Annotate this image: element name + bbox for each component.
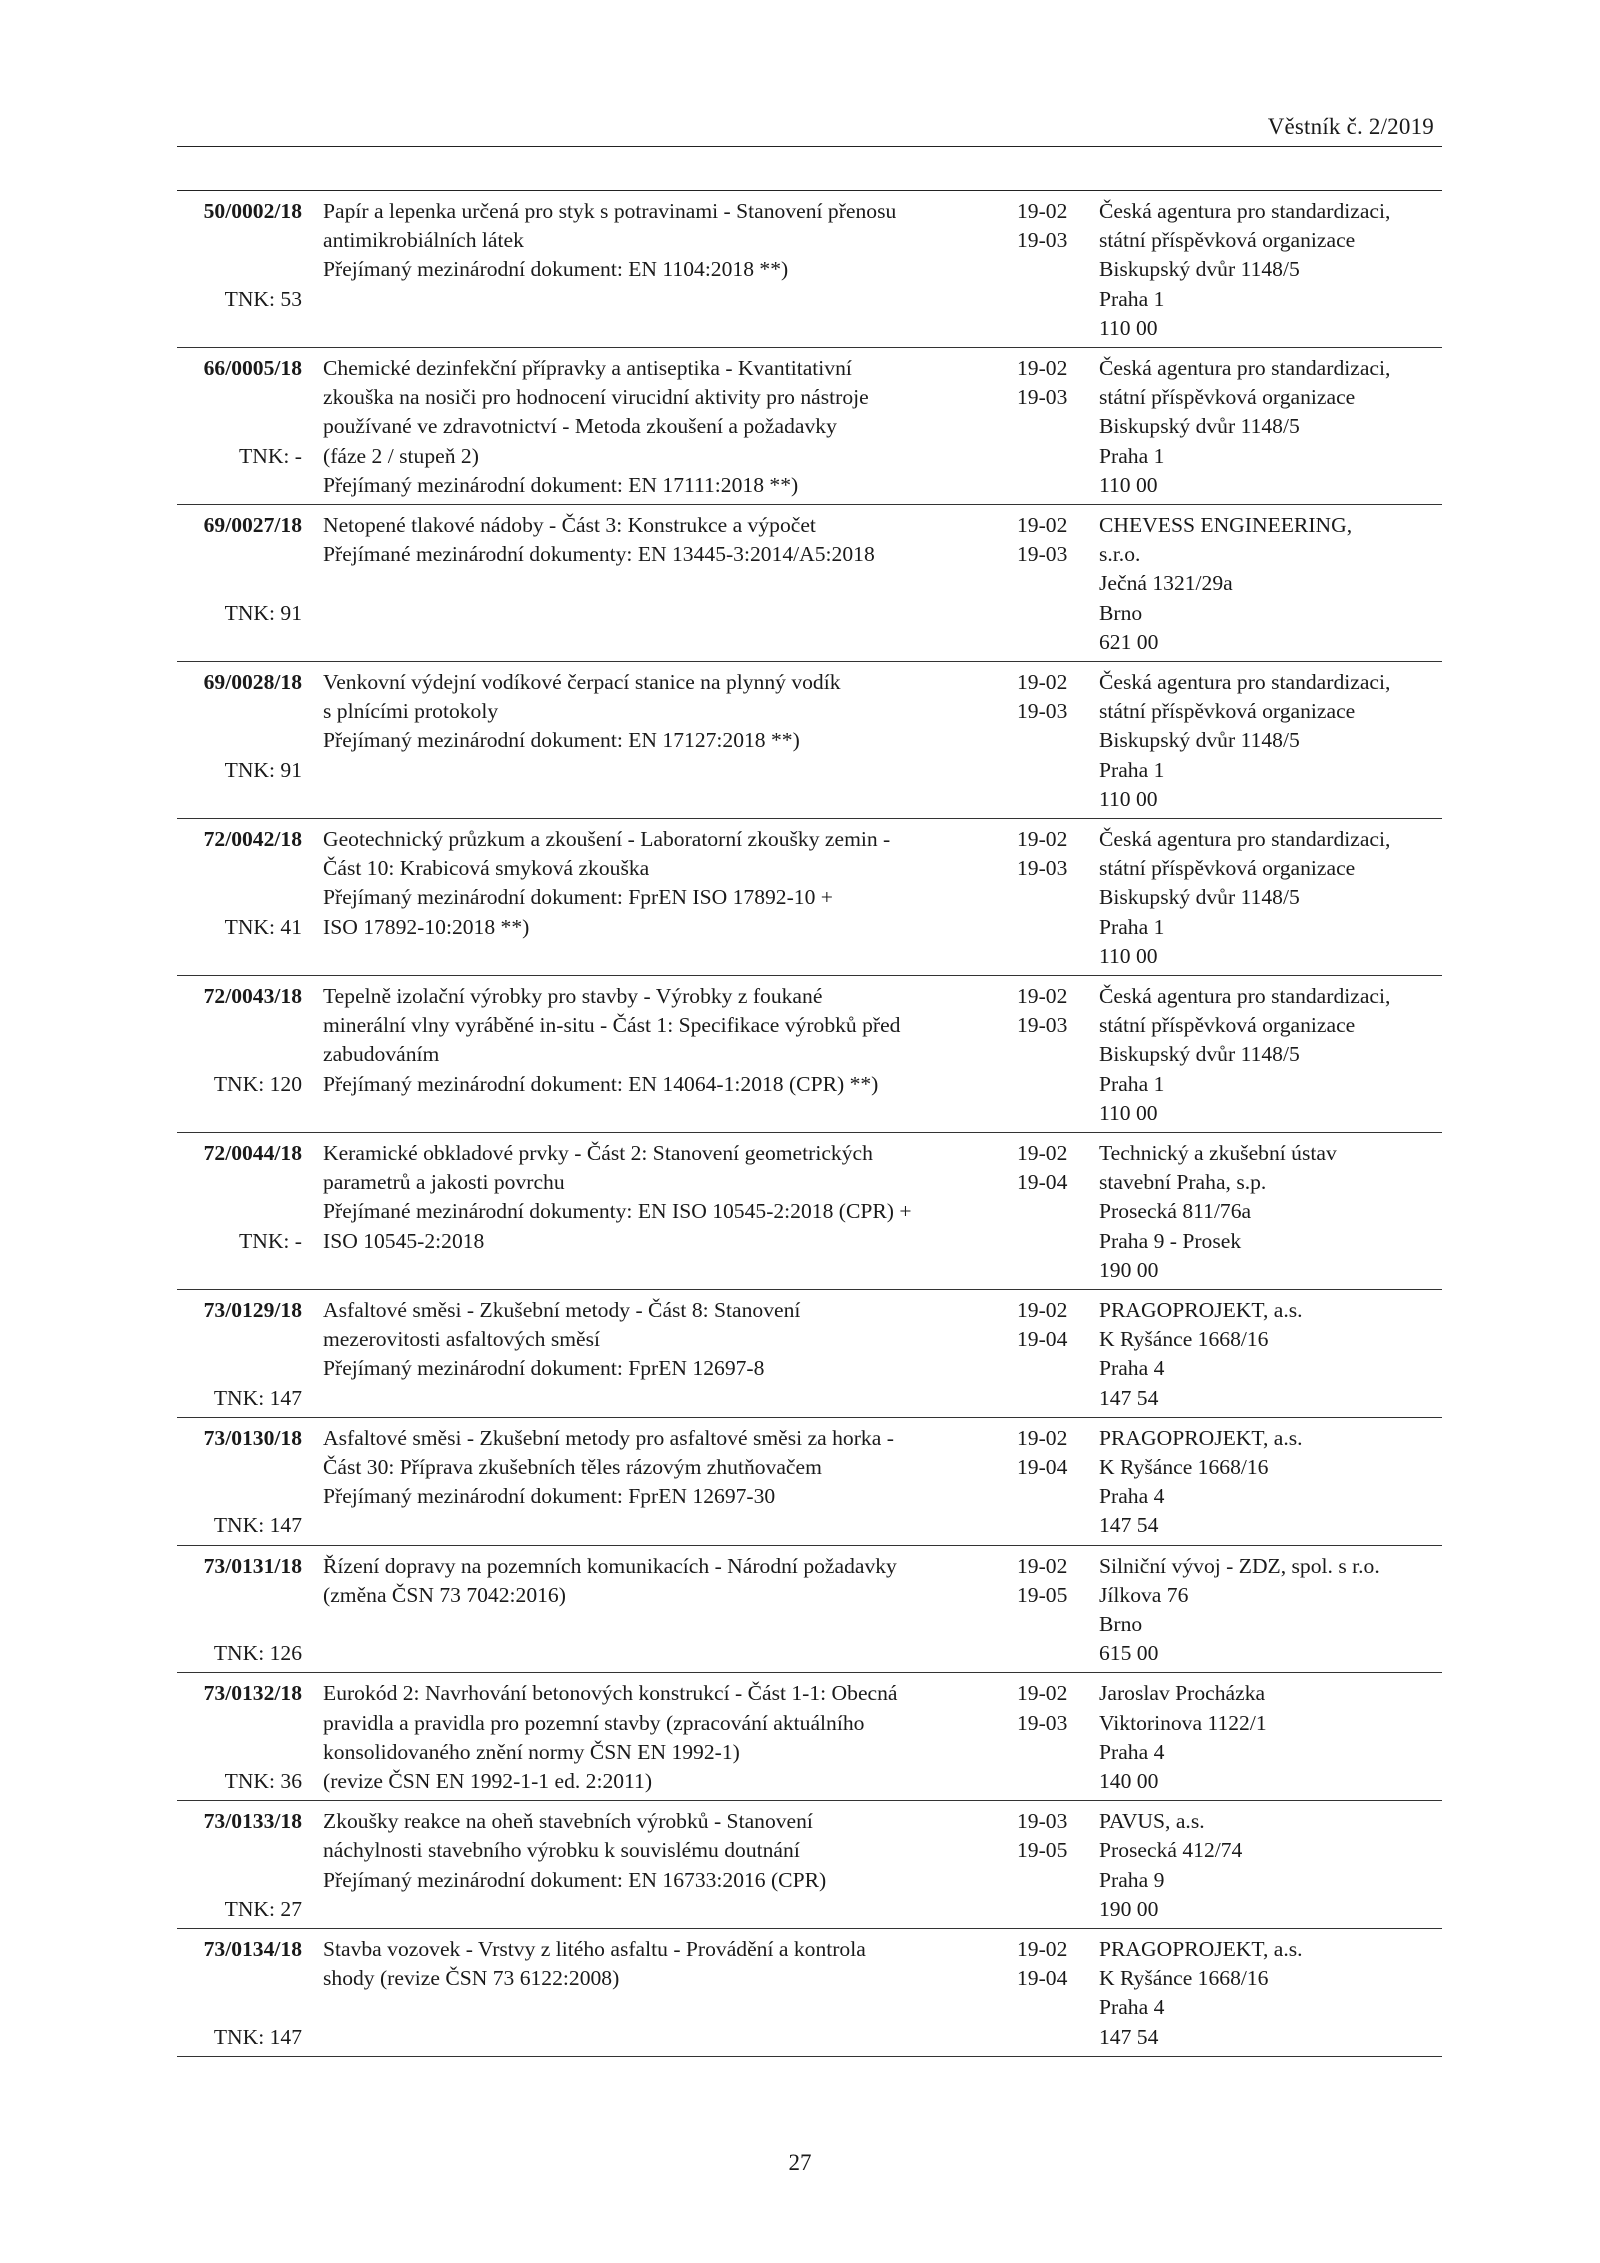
- organization-line: 147 54: [1099, 2024, 1159, 2049]
- organization-line: Praha 4: [1099, 1356, 1165, 1381]
- entry-dates: [1017, 668, 1087, 726]
- entry-title: [323, 1139, 912, 1285]
- entry-organization: [1099, 1296, 1444, 1413]
- organization-line: Prosecká 811/76a: [1099, 1199, 1252, 1224]
- organization-line: stavební Praha, s.p.: [1099, 1170, 1267, 1195]
- organization-line: státní příspěvková organizace: [1099, 1013, 1356, 1038]
- standard-entry: [177, 191, 1442, 348]
- standard-entry: [177, 976, 1442, 1133]
- organization-line: Praha 9 - Prosek: [1099, 1228, 1242, 1253]
- tnk-number: TNK: 53: [224, 286, 302, 311]
- date-code: 19-02: [1017, 356, 1068, 380]
- entry-organization: [1099, 825, 1444, 971]
- date-code: 19-03: [1017, 542, 1068, 567]
- entry-dates: [1017, 1424, 1087, 1482]
- tnk-number: TNK: 147: [213, 2024, 302, 2049]
- title-line: Přejímaný mezinárodní dokument: FprEN ISO 17892-10 +: [323, 885, 833, 910]
- title-line: Netopené tlakové nádoby - Část 3: Konstrukce a výpočet: [323, 513, 816, 538]
- organization-line: 621 00: [1099, 629, 1159, 654]
- title-line: používané ve zdravotnictví - Metoda zkoušení a požadavky: [323, 414, 837, 439]
- organization-line: CHEVESS ENGINEERING,: [1099, 513, 1353, 538]
- organization-line: 110 00: [1099, 472, 1158, 497]
- standard-code: 73/0131/18: [203, 1553, 302, 1578]
- entry-code-column: [177, 511, 302, 657]
- title-line: Asfaltové směsi - Zkušební metody - Část 8: Stanovení: [323, 1298, 801, 1323]
- organization-line: Jaroslav Procházka: [1099, 1681, 1266, 1706]
- title-line: s plnícími protokoly: [323, 699, 499, 724]
- entry-dates: [1017, 1139, 1087, 1197]
- tnk-number: TNK: 36: [224, 1769, 302, 1793]
- title-line: (revize ČSN EN 1992-1-1 ed. 2:2011): [323, 1769, 653, 1794]
- organization-line: Prosecká 412/74: [1099, 1838, 1243, 1863]
- tnk-number: TNK: -: [239, 443, 302, 468]
- title-line: Část 30: Příprava zkušebních těles rázovým zhutňovačem: [323, 1455, 822, 1480]
- title-line: Papír a lepenka určená pro styk s potravinami - Stanovení přenosu: [323, 199, 897, 223]
- entry-title: [323, 1679, 898, 1796]
- date-code: 19-02: [1017, 1141, 1068, 1166]
- entry-dates: [1017, 511, 1087, 569]
- entry-dates: [1017, 1552, 1087, 1610]
- organization-line: 615 00: [1099, 1641, 1159, 1666]
- organization-line: Biskupský dvůr 1148/5: [1099, 728, 1300, 753]
- title-line: Geotechnický průzkum a zkoušení - Laboratorní zkoušky zemin -: [323, 827, 891, 852]
- standard-code: 73/0132/18: [203, 1681, 302, 1706]
- organization-line: Praha 1: [1099, 286, 1165, 311]
- date-code: 19-02: [1017, 513, 1068, 538]
- title-line: Přejímaný mezinárodní dokument: EN 17111:2018 **): [323, 472, 799, 497]
- entry-title: [323, 825, 891, 971]
- organization-line: Biskupský dvůr 1148/5: [1099, 885, 1300, 910]
- organization-line: K Ryšánce 1668/16: [1099, 1455, 1269, 1480]
- tnk-number: TNK: 91: [224, 600, 302, 625]
- date-code: 19-03: [1017, 1710, 1068, 1735]
- entry-organization: [1099, 1552, 1444, 1669]
- title-line: Přejímaný mezinárodní dokument: FprEN 12697-30: [323, 1484, 776, 1509]
- organization-line: Brno: [1099, 1612, 1143, 1637]
- organization-line: PRAGOPROJEKT, a.s.: [1099, 1298, 1303, 1323]
- standards-list: [177, 190, 1442, 2057]
- title-line: parametrů a jakosti povrchu: [323, 1170, 565, 1195]
- entry-organization: [1099, 197, 1444, 343]
- title-line: Přejímaný mezinárodní dokument: EN 1104:2018 **): [323, 257, 789, 282]
- date-code: 19-04: [1017, 1170, 1068, 1195]
- standard-entry: [177, 662, 1442, 819]
- organization-line: 190 00: [1099, 1257, 1159, 1282]
- standard-code: 72/0042/18: [203, 827, 302, 852]
- organization-line: Biskupský dvůr 1148/5: [1099, 1042, 1300, 1067]
- organization-line: Ječná 1321/29a: [1099, 571, 1233, 596]
- organization-line: 147 54: [1099, 1513, 1159, 1538]
- entry-dates: [1017, 825, 1087, 883]
- entry-title: [323, 511, 883, 657]
- standard-code: 72/0043/18: [203, 984, 302, 1009]
- tnk-number: TNK: 41: [224, 914, 302, 939]
- entry-title: [323, 197, 897, 343]
- organization-line: Viktorinova 1122/1: [1099, 1710, 1267, 1735]
- title-line: shody (revize ČSN 73 6122:2008): [323, 1966, 620, 1991]
- standard-entry: [177, 1929, 1442, 2057]
- entry-title: [323, 1552, 897, 1669]
- organization-line: 110 00: [1099, 943, 1158, 968]
- title-line: Přejímaný mezinárodní dokument: EN 17127:2018 **): [323, 728, 800, 753]
- date-code: 19-04: [1017, 1327, 1068, 1352]
- organization-line: 110 00: [1099, 1100, 1158, 1125]
- entry-title: [323, 668, 883, 814]
- organization-line: Praha 9: [1099, 1867, 1165, 1892]
- standard-code: 73/0129/18: [203, 1298, 302, 1323]
- standard-entry: [177, 1673, 1442, 1801]
- entry-code-column: [177, 1552, 302, 1669]
- title-line: Stavba vozovek - Vrstvy z litého asfaltu - Provádění a kontrola: [323, 1937, 866, 1962]
- title-line: zabudováním: [323, 1042, 440, 1067]
- standard-code: 73/0130/18: [203, 1425, 302, 1450]
- entry-dates: [1017, 1935, 1087, 1993]
- date-code: 19-04: [1017, 1966, 1068, 1991]
- standard-entry: [177, 505, 1442, 662]
- title-line: Tepelně izolační výrobky pro stavby - Výrobky z foukané: [323, 984, 823, 1009]
- standard-code: 69/0027/18: [203, 513, 302, 538]
- organization-line: Praha 4: [1099, 1484, 1165, 1509]
- entry-code-column: [177, 668, 302, 814]
- entry-code-column: [177, 1935, 302, 2052]
- entry-organization: [1099, 668, 1444, 814]
- title-line: antimikrobiálních látek: [323, 228, 524, 253]
- organization-line: 140 00: [1099, 1769, 1159, 1794]
- entry-code-column: [177, 1807, 302, 1924]
- entry-organization: [1099, 354, 1444, 500]
- entry-code-column: [177, 825, 302, 971]
- entry-organization: [1099, 1139, 1444, 1285]
- page-header: [177, 112, 1442, 147]
- date-code: 19-02: [1017, 670, 1068, 695]
- standard-code: 73/0134/18: [203, 1937, 302, 1962]
- standard-entry: [177, 819, 1442, 976]
- organization-line: Biskupský dvůr 1148/5: [1099, 414, 1300, 439]
- entry-organization: [1099, 1935, 1444, 2052]
- entry-dates: [1017, 197, 1087, 255]
- journal-title: Věstník č. 2/2019: [1267, 114, 1434, 139]
- date-code: 19-02: [1017, 1425, 1068, 1450]
- date-code: 19-05: [1017, 1838, 1068, 1863]
- entry-title: [323, 1296, 883, 1413]
- title-line: Část 10: Krabicová smyková zkouška: [323, 856, 650, 881]
- organization-line: státní příspěvková organizace: [1099, 699, 1356, 724]
- entry-code-column: [177, 354, 302, 500]
- organization-line: Praha 1: [1099, 1071, 1165, 1096]
- entry-code-column: [177, 1424, 302, 1541]
- organization-line: Česká agentura pro standardizaci,: [1099, 670, 1391, 695]
- entry-dates: [1017, 354, 1087, 412]
- entry-code-column: [177, 982, 302, 1128]
- organization-line: Silniční vývoj - ZDZ, spol. s r.o.: [1099, 1553, 1380, 1578]
- entry-title: [323, 1424, 894, 1541]
- entry-code-column: [177, 1296, 302, 1413]
- title-line: konsolidovaného znění normy ČSN EN 1992-1): [323, 1739, 740, 1764]
- date-code: 19-02: [1017, 827, 1068, 852]
- title-line: pravidla a pravidla pro pozemní stavby (zpracování aktuálního: [323, 1710, 865, 1735]
- organization-line: Česká agentura pro standardizaci,: [1099, 356, 1391, 380]
- organization-line: PAVUS, a.s.: [1099, 1809, 1205, 1834]
- organization-line: Biskupský dvůr 1148/5: [1099, 257, 1300, 282]
- date-code: 19-04: [1017, 1455, 1068, 1480]
- title-line: (fáze 2 / stupeň 2): [323, 443, 479, 468]
- title-line: Přejímané mezinárodní dokumenty: EN ISO 10545-2:2018 (CPR) +: [323, 1199, 912, 1224]
- date-code: 19-03: [1017, 699, 1068, 724]
- entry-code-column: [177, 1679, 302, 1796]
- standard-code: 72/0044/18: [203, 1141, 302, 1166]
- title-line: Chemické dezinfekční přípravky a antiseptika - Kvantitativní: [323, 356, 852, 380]
- entry-dates: [1017, 1807, 1087, 1865]
- title-line: Zkoušky reakce na oheň stavebních výrobků - Stanovení: [323, 1809, 813, 1834]
- organization-line: Česká agentura pro standardizaci,: [1099, 827, 1391, 852]
- date-code: 19-03: [1017, 856, 1068, 881]
- standard-code: 69/0028/18: [203, 670, 302, 695]
- tnk-number: TNK: 27: [224, 1896, 302, 1921]
- title-line: Keramické obkladové prvky - Část 2: Stanovení geometrických: [323, 1141, 873, 1166]
- title-line: náchylnosti stavebního výrobku k souvislému doutnání: [323, 1838, 800, 1863]
- entry-title: [323, 1807, 883, 1924]
- organization-line: Praha 4: [1099, 1995, 1165, 2020]
- tnk-number: TNK: 147: [213, 1385, 302, 1410]
- title-line: Přejímaný mezinárodní dokument: EN 16733:2016 (CPR): [323, 1867, 827, 1892]
- entry-organization: [1099, 982, 1444, 1128]
- date-code: 19-02: [1017, 1681, 1068, 1706]
- organization-line: 110 00: [1099, 315, 1158, 340]
- title-line: Venkovní výdejní vodíkové čerpací stanice na plynný vodík: [323, 670, 841, 695]
- date-code: 19-03: [1017, 385, 1068, 410]
- entry-dates: [1017, 1296, 1087, 1354]
- organization-line: K Ryšánce 1668/16: [1099, 1327, 1269, 1352]
- organization-line: Česká agentura pro standardizaci,: [1099, 199, 1391, 223]
- standard-entry: [177, 348, 1442, 505]
- organization-line: 147 54: [1099, 1385, 1159, 1410]
- entry-organization: [1099, 1679, 1444, 1796]
- date-code: 19-02: [1017, 984, 1068, 1009]
- entry-organization: [1099, 1424, 1444, 1541]
- organization-line: K Ryšánce 1668/16: [1099, 1966, 1269, 1991]
- date-code: 19-02: [1017, 1937, 1068, 1962]
- standard-entry: [177, 1418, 1442, 1546]
- organization-line: Praha 1: [1099, 443, 1165, 468]
- title-line: Přejímaný mezinárodní dokument: EN 14064-1:2018 (CPR) **): [323, 1071, 879, 1096]
- organization-line: státní příspěvková organizace: [1099, 228, 1356, 253]
- entry-code-column: [177, 1139, 302, 1285]
- page-number: 27: [788, 2150, 812, 2175]
- tnk-number: TNK: 120: [213, 1071, 302, 1096]
- standard-entry: [177, 1801, 1442, 1929]
- organization-line: s.r.o.: [1099, 542, 1141, 567]
- date-code: 19-02: [1017, 1553, 1068, 1578]
- title-line: Eurokód 2: Navrhování betonových konstrukcí - Část 1-1: Obecná: [323, 1681, 898, 1706]
- date-code: 19-02: [1017, 199, 1068, 223]
- title-line: (změna ČSN 73 7042:2016): [323, 1582, 566, 1607]
- date-code: 19-02: [1017, 1298, 1068, 1323]
- title-line: ISO 10545-2:2018: [323, 1228, 485, 1253]
- title-line: Přejímaný mezinárodní dokument: FprEN 12697-8: [323, 1356, 765, 1381]
- title-line: minerální vlny vyráběné in-situ - Část 1: Specifikace výrobků před: [323, 1013, 901, 1038]
- entry-code-column: [177, 197, 302, 343]
- standard-entry: [177, 1133, 1442, 1290]
- organization-line: Praha 1: [1099, 757, 1165, 782]
- entry-dates: [1017, 1679, 1087, 1737]
- organization-line: státní příspěvková organizace: [1099, 856, 1356, 881]
- title-line: Přejímané mezinárodní dokumenty: EN 13445-3:2014/A5:2018: [323, 542, 875, 567]
- organization-line: 110 00: [1099, 786, 1158, 811]
- entry-dates: [1017, 982, 1087, 1040]
- date-code: 19-05: [1017, 1582, 1068, 1607]
- organization-line: státní příspěvková organizace: [1099, 385, 1356, 410]
- organization-line: PRAGOPROJEKT, a.s.: [1099, 1425, 1303, 1450]
- entry-title: [323, 982, 901, 1128]
- date-code: 19-03: [1017, 1013, 1068, 1038]
- organization-line: Brno: [1099, 600, 1143, 625]
- entry-title: [323, 1935, 883, 2052]
- standard-code: 66/0005/18: [203, 356, 302, 380]
- tnk-number: TNK: 91: [224, 757, 302, 782]
- title-line: ISO 17892-10:2018 **): [323, 914, 530, 939]
- organization-line: Praha 1: [1099, 914, 1165, 939]
- entry-organization: [1099, 511, 1444, 657]
- standard-code: 73/0133/18: [203, 1809, 302, 1834]
- standard-entry: [177, 1290, 1442, 1418]
- organization-line: Technický a zkušební ústav: [1099, 1141, 1337, 1166]
- organization-line: Praha 4: [1099, 1739, 1165, 1764]
- date-code: 19-03: [1017, 1809, 1068, 1834]
- title-line: zkouška na nosiči pro hodnocení virucidní aktivity pro nástroje: [323, 385, 869, 410]
- organization-line: Jílkova 76: [1099, 1582, 1189, 1607]
- organization-line: Česká agentura pro standardizaci,: [1099, 984, 1391, 1009]
- entry-title: [323, 354, 883, 500]
- tnk-number: TNK: 147: [213, 1513, 302, 1538]
- standard-entry: [177, 1546, 1442, 1674]
- standard-code: 50/0002/18: [203, 199, 302, 223]
- tnk-number: TNK: -: [239, 1228, 302, 1253]
- organization-line: PRAGOPROJEKT, a.s.: [1099, 1937, 1303, 1962]
- organization-line: 190 00: [1099, 1896, 1159, 1921]
- tnk-number: TNK: 126: [213, 1641, 302, 1666]
- title-line: Asfaltové směsi - Zkušební metody pro asfaltové směsi za horka -: [323, 1425, 894, 1450]
- date-code: 19-03: [1017, 228, 1068, 253]
- entry-organization: [1099, 1807, 1444, 1924]
- title-line: mezerovitosti asfaltových směsí: [323, 1327, 601, 1352]
- title-line: Řízení dopravy na pozemních komunikacích - Národní požadavky: [323, 1553, 897, 1578]
